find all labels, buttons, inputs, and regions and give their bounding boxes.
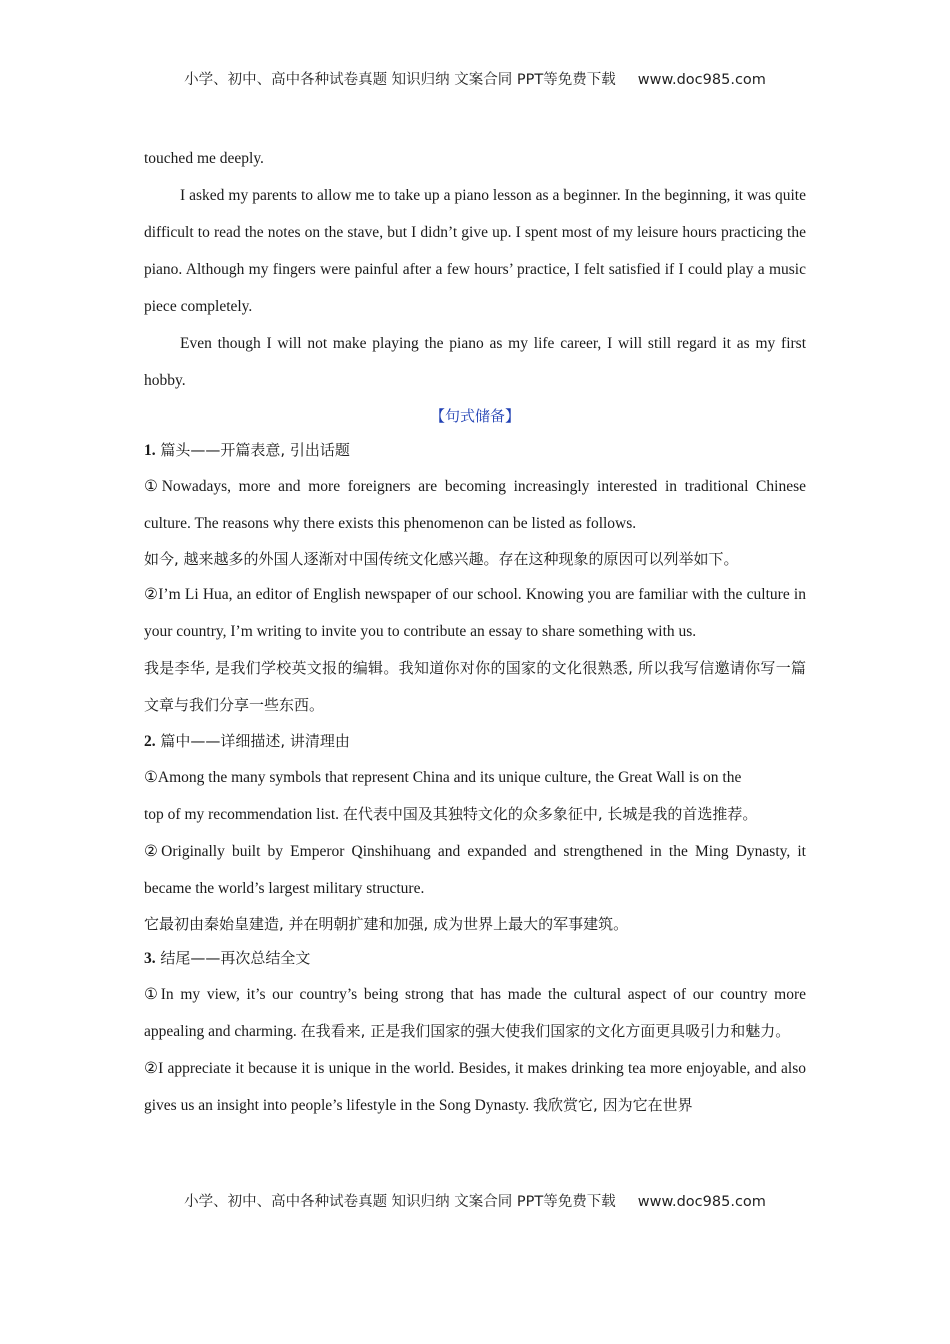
section-1-heading <box>144 433 806 468</box>
section-1-example-1-cn: 如今, 越来越多的外国人逐渐对中国传统文化感兴趣。存在这种现象的原因可以列举如下。 <box>144 550 739 568</box>
header-text: 小学、初中、高中各种试卷真题 知识归纳 文案合同 PPT等免费下载 <box>184 72 616 88</box>
section-3-example-1-en: ①In my view, it’s our country’s being strong that has made the cultural aspect of our country more appealing and charming. <box>144 986 806 1040</box>
page-footer <box>0 1190 950 1211</box>
section-3-example-1-cn: 在我看来, 正是我们国家的强大使我们国家的文化方面更具吸引力和魅力。 <box>300 1022 791 1040</box>
section-3-example-1 <box>144 976 806 1050</box>
section-2-number: 2. <box>144 733 156 750</box>
header-site-link[interactable]: www.doc985.com <box>637 72 766 88</box>
section-2-heading <box>144 724 806 759</box>
section-2-example-2-en: ②Originally built by Emperor Qinshihuang and expanded and strengthened in the Ming Dynasty, it became the world’s largest military structure. <box>144 843 806 897</box>
essay-paragraph-0: touched me deeply. <box>144 150 264 167</box>
section-3-example-2 <box>144 1050 806 1124</box>
section-title: 【句式储备】 <box>429 407 520 425</box>
section-1-example-2-en: ②I’m Li Hua, an editor of English newspaper of our school. Knowing you are familiar with the culture in your country, I’m writing to invite you to contribute an essay to share something with us. <box>144 586 806 640</box>
section-3-title: 结尾——再次总结全文 <box>155 949 311 967</box>
document-body <box>144 140 806 1124</box>
section-3-example-2-en: ②I appreciate it because it is unique in the world. Besides, it makes drinking tea more enjoyable, and also gives us an insight into people’s lifestyle in the Song Dynasty. <box>144 1060 806 1114</box>
footer-site-link[interactable]: www.doc985.com <box>637 1194 766 1210</box>
section-1-example-1-en: ①Nowadays, more and more foreigners are becoming increasingly interested in traditional Chinese culture. The reasons why there exists this phenomenon can be listed as follows. <box>144 478 806 532</box>
section-1-number: 1. <box>144 442 156 459</box>
section-1-example-2-cn: 我是李华, 是我们学校英文报的编辑。我知道你对你的国家的文化很熟悉, 所以我写信邀请你写一篇文章与我们分享一些东西。 <box>144 659 806 714</box>
essay-paragraph-1: I asked my parents to allow me to take up a piano lesson as a beginner. In the beginning, it was quite difficult to read the notes on the stave, but I didn’t give up. I spent most of my leisure hours practicing the piano. Although my fingers were painful after a few hours’ practice, I felt satisfied if I could play a music piece completely. <box>144 187 806 315</box>
section-1-title: 篇头——开篇表意, 引出话题 <box>155 441 350 459</box>
section-2-title: 篇中——详细描述, 讲清理由 <box>155 732 350 750</box>
section-2-example-1-line-2 <box>144 796 806 833</box>
footer-text: 小学、初中、高中各种试卷真题 知识归纳 文案合同 PPT等免费下载 <box>184 1194 616 1210</box>
section-3-number: 3. <box>144 950 156 967</box>
section-3-example-2-cn: 我欣赏它, 因为它在世界 <box>533 1096 693 1114</box>
section-2-example-2-cn: 它最初由秦始皇建造, 并在明朝扩建和加强, 成为世界上最大的军事建筑。 <box>144 915 629 933</box>
section-3-heading <box>144 941 806 976</box>
section-2-example-1-en-line-2: top of my recommendation list. <box>144 806 343 823</box>
section-2-example-1-cn: 在代表中国及其独特文化的众多象征中, 长城是我的首选推荐。 <box>342 805 758 823</box>
essay-paragraph-2: Even though I will not make playing the piano as my life career, I will still regard it as my first hobby. <box>144 335 806 389</box>
page-header <box>0 68 950 89</box>
section-2-example-1-en-line-1: ①Among the many symbols that represent China and its unique culture, the Great Wall is on the <box>144 769 742 786</box>
